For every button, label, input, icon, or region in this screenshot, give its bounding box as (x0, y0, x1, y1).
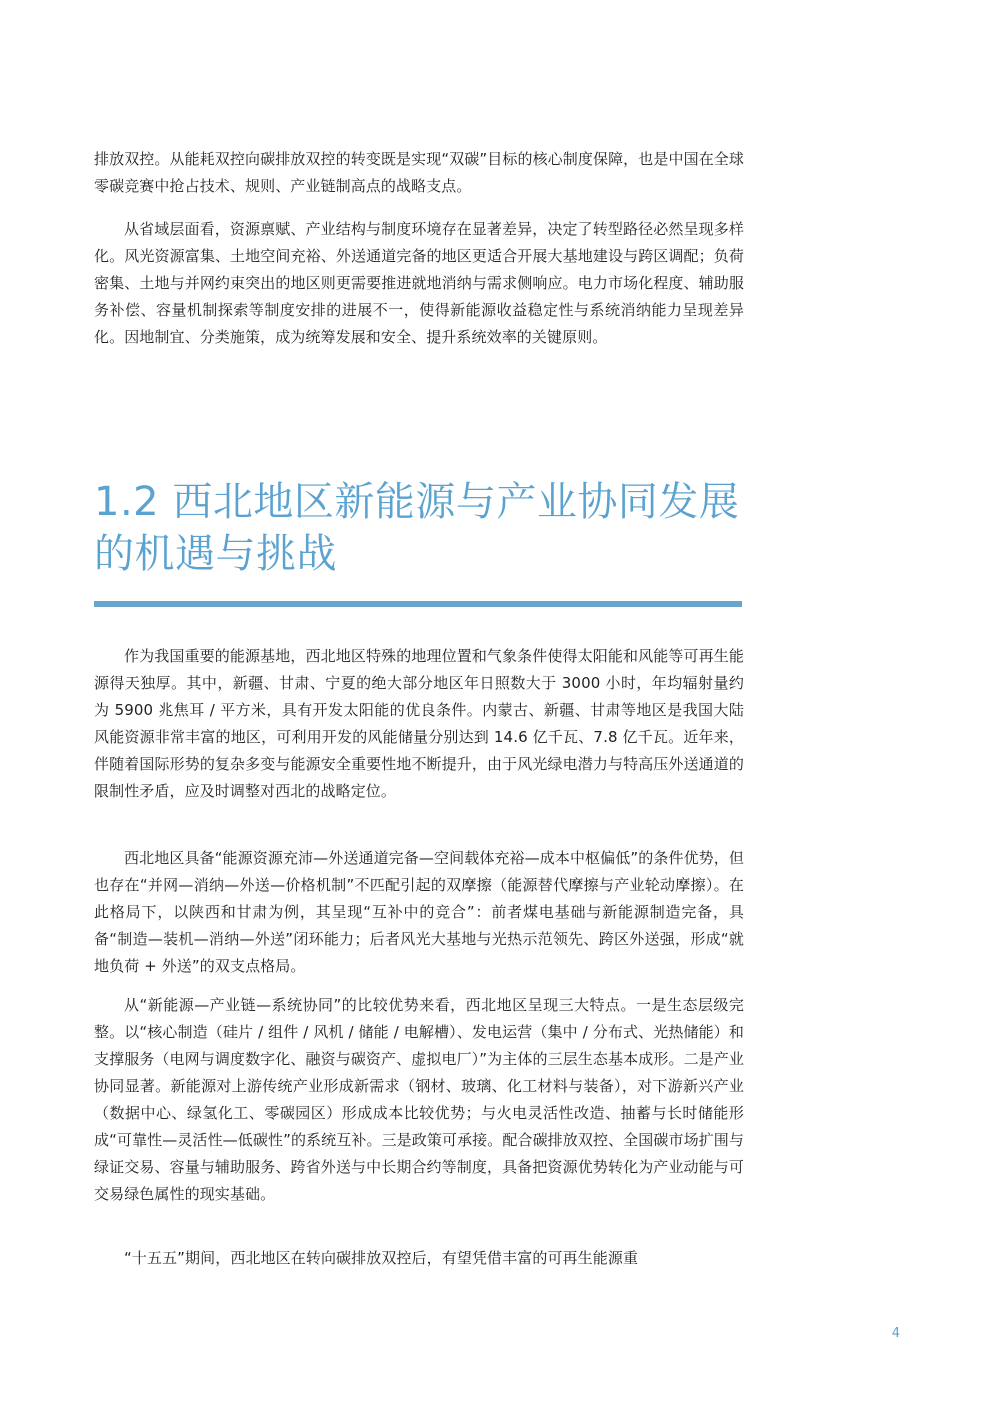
paragraph-continued: 排放双控。从能耗双控向碳排放双控的转变既是实现“双碳”目标的核心制度保障，也是中国在全球零碳竞赛中抢占技术、规则、产业链制高点的战略支点。 (94, 150, 744, 195)
paragraph-provincial-differences: 从省域层面看，资源禀赋、产业结构与制度环境存在显著差异，决定了转型路径必然呈现多样化。风光资源富集、土地空间充裕、外送通道完备的地区更适合开展大基地建设与跨区调配；负荷密集、土地与并网约束突出的地区则更需要推进就地消纳与需求侧响应。电力市场化程度、辅助服务补偿、容量机制探索等制度安排的进展不一，使得新能源收益稳定性与系统消纳能力呈现差异化。因地制宜、分类施策，成为统筹发展和安全、提升系统效率的关键原则。 (94, 220, 744, 346)
heading-divider (94, 601, 742, 607)
paragraph-northwest-energy-base: 作为我国重要的能源基地，西北地区特殊的地理位置和气象条件使得太阳能和风能等可再生能源得天独厚。其中，新疆、甘肃、宁夏的绝大部分地区年日照数大于 3000 小时，年均辐射量约为 5900 兆焦耳 / 平方米，具有开发太阳能的优良条件。内蒙古、新疆、甘肃等地区是我国大陆风能资源非常丰富的地区，可利用开发的风能储量分别达到 14.6 亿千瓦、7.8 亿千瓦。近年来，伴随着国际形势的复杂多变与能源安全重要性地不断提升，由于风光绿电潜力与特高压外送通道的限制性矛盾，应及时调整对西北的战略定位。 (94, 647, 744, 800)
paragraph-fifteenth-five-year: “十五五”期间，西北地区在转向碳排放双控后，有望凭借丰富的可再生能源重 (124, 1249, 639, 1267)
section-heading: 1.2 西北地区新能源与产业协同发展的机遇与挑战 (94, 479, 740, 577)
paragraph-northwest-advantages: 西北地区具备“能源资源充沛—外送通道完备—空间载体充裕—成本中枢偏低”的条件优势，但也存在“并网—消纳—外送—价格机制”不匹配引起的双摩擦（能源替代摩擦与产业轮动摩擦）。在此格局下，以陕西和甘肃为例，其呈现“互补中的竞合”：前者煤电基础与新能源制造完备，具备“制造—装机—消纳—外送”闭环能力；后者风光大基地与光热示范领先、跨区外送强，形成“就地负荷 + 外送”的双支点格局。 (94, 849, 744, 975)
page-number: 4 (891, 1326, 900, 1341)
paragraph-three-features: 从“新能源—产业链—系统协同”的比较优势来看，西北地区呈现三大特点。一是生态层级完整。以“核心制造（硅片 / 组件 / 风机 / 储能 / 电解槽）、发电运营（集中 / 分布式、光热储能）和支撑服务（电网与调度数字化、融资与碳资产、虚拟电厂）”为主体的三层生态基本成形。二是产业协同显著。新能源对上游传统产业形成新需求（钢材、玻璃、化工材料与装备），对下游新兴产业（数据中心、绿氢化工、零碳园区）形成成本比较优势；与火电灵活性改造、抽蓄与长时储能形成“可靠性—灵活性—低碳性”的系统互补。三是政策可承接。配合碳排放双控、全国碳市场扩围与绿证交易、容量与辅助服务、跨省外送与中长期合约等制度，具备把资源优势转化为产业动能与可交易绿色属性的现实基础。 (94, 996, 744, 1203)
